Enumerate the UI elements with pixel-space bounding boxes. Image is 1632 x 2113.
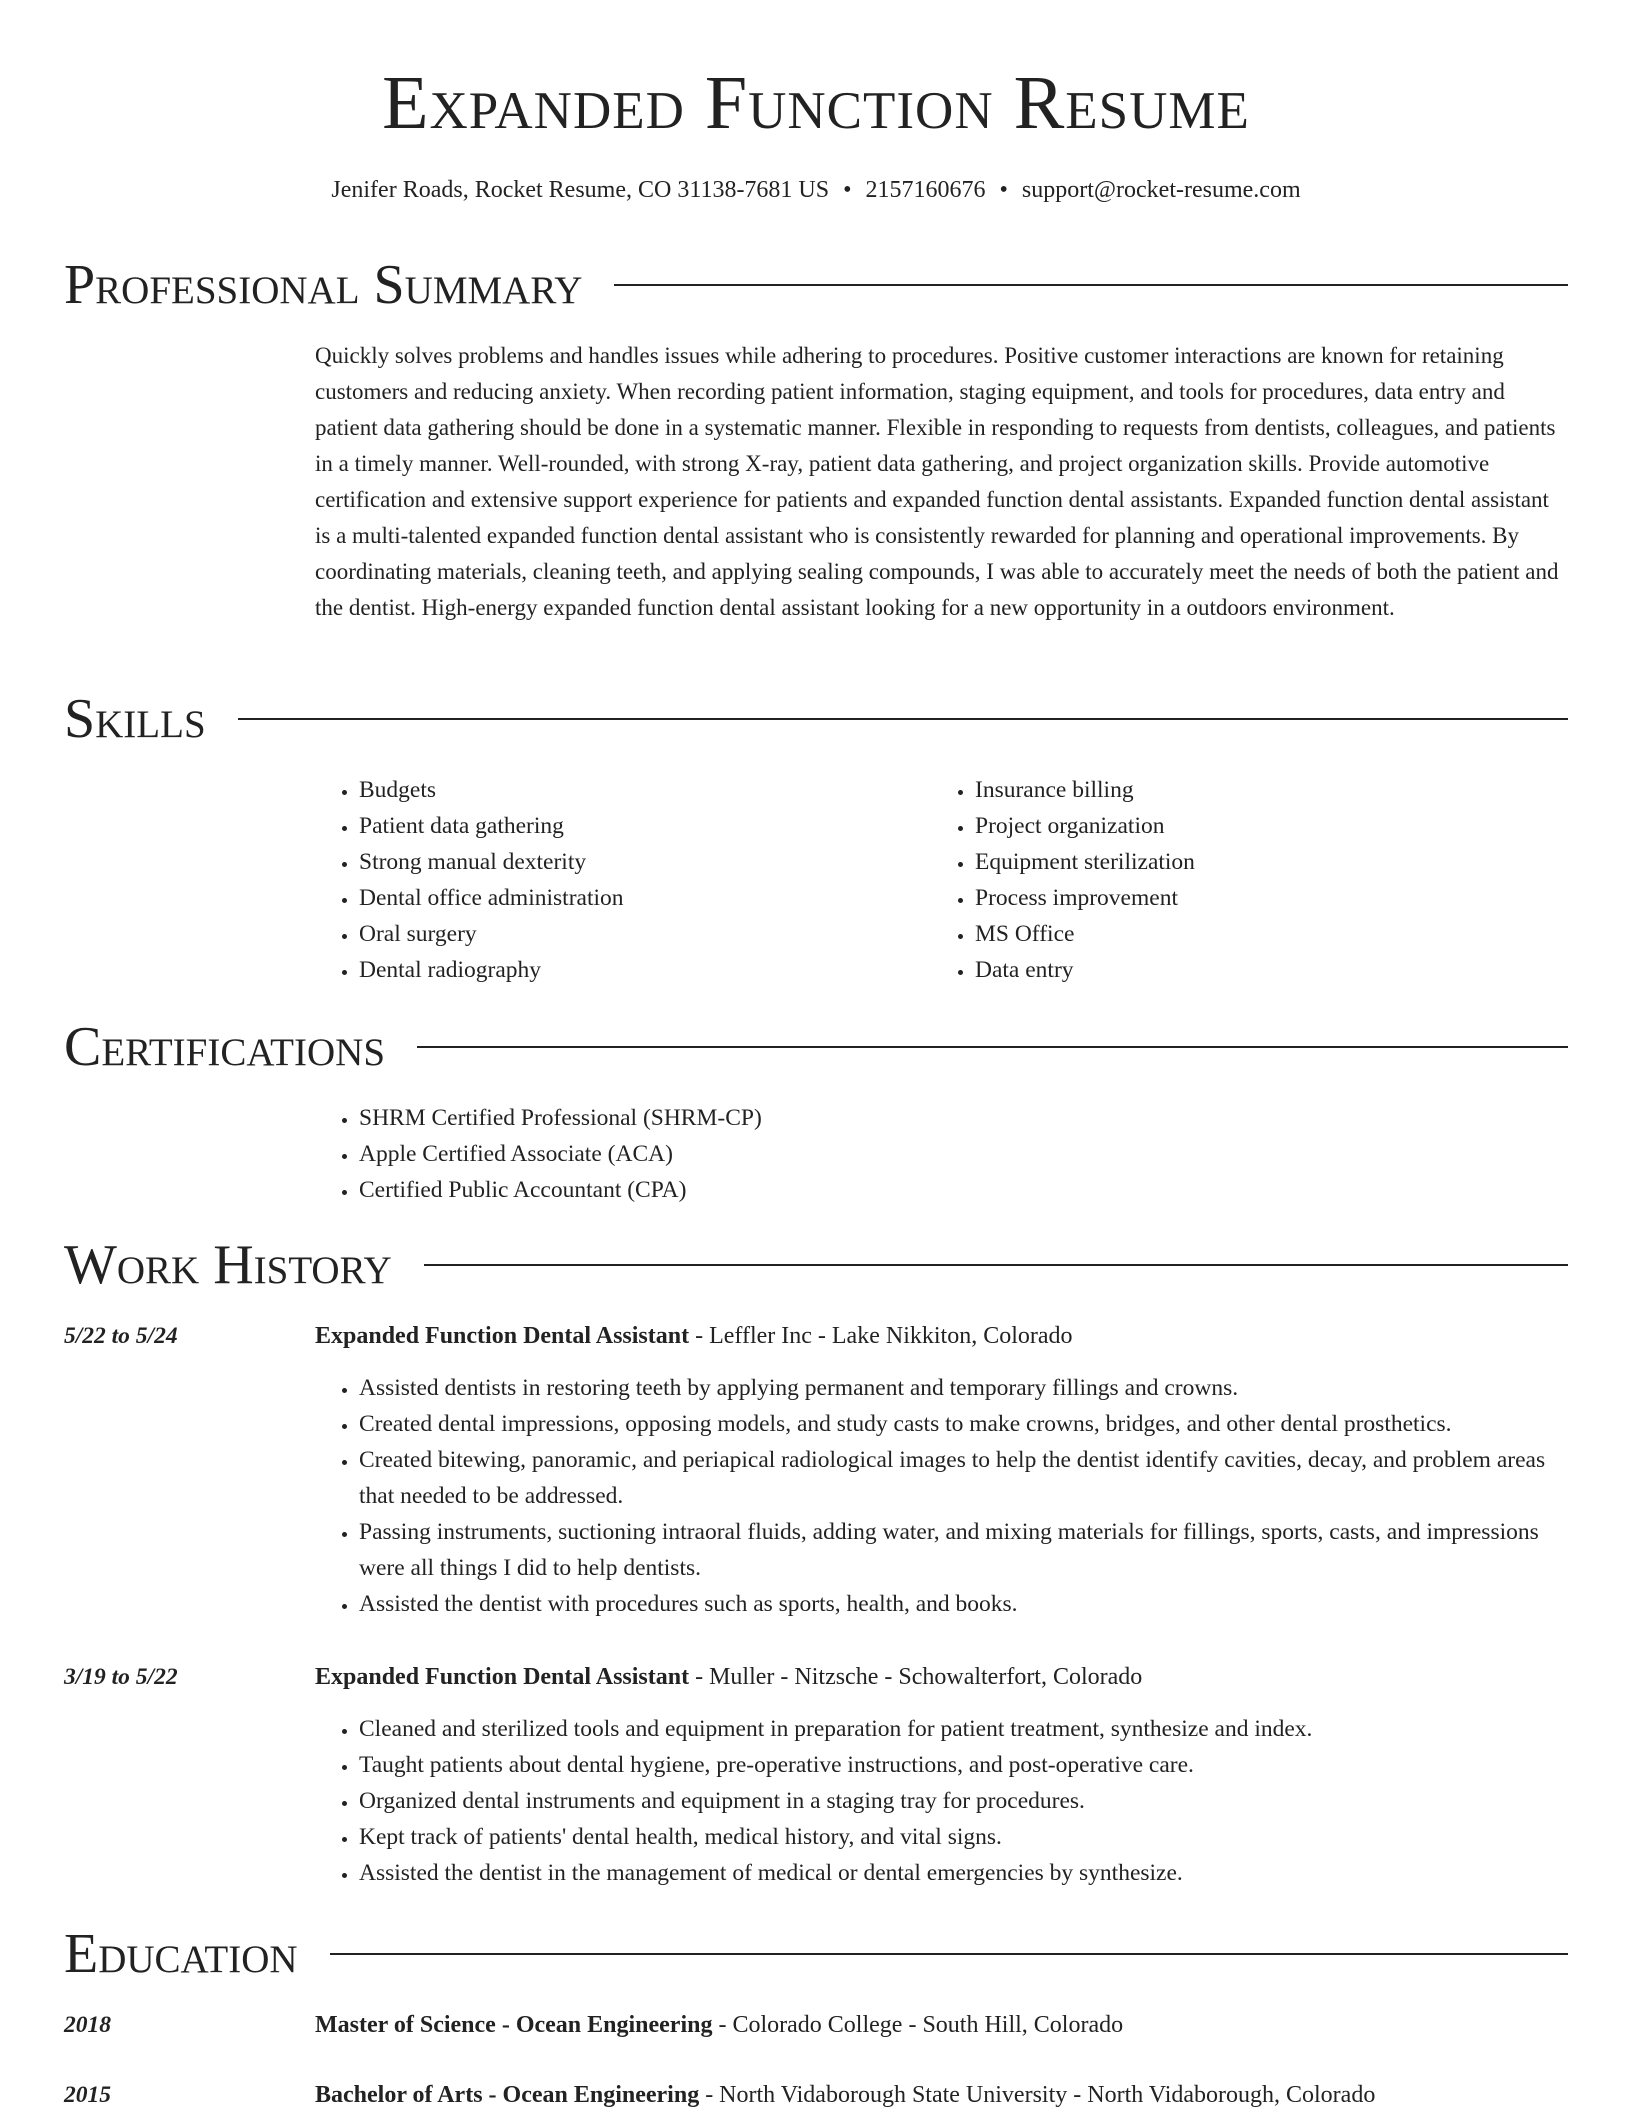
contact-separator: •: [843, 177, 852, 203]
education-year: 2015: [64, 2082, 111, 2108]
job-entry: [64, 1659, 1568, 1899]
skill-item: • Patient data gathering: [359, 808, 624, 844]
education-heading: [315, 2007, 1123, 2043]
education-heading: [315, 2077, 1375, 2113]
skill-item: • Equipment sterilization: [975, 844, 1195, 880]
job-employer: - Leffler Inc - Lake Nikkiton, Colorado: [689, 1323, 1073, 1349]
skill-item: • Oral surgery: [359, 916, 624, 952]
education-degree: Bachelor of Arts - Ocean Engineering: [315, 2082, 700, 2108]
duty-item: • Cleaned and sterilized tools and equipment in preparation for patient treatment, synthesize and index.: [359, 1711, 1568, 1747]
duty-item: • Assisted the dentist with procedures such as sports, health, and books.: [359, 1586, 1568, 1622]
skill-item: • Budgets: [359, 772, 624, 808]
skills-column-right: [931, 772, 1195, 988]
resume-name: Expanded Function Resume: [382, 61, 1250, 145]
duty-item: • Created bitewing, panoramic, and periapical radiological images to help the dentist identify cavities, decay, and problem areas that needed to be addressed.: [359, 1442, 1568, 1514]
job-duties: [315, 1370, 1568, 1622]
contact-email: support@rocket-resume.com: [1021, 177, 1301, 203]
skill-item: • MS Office: [975, 916, 1195, 952]
skill-item: • Process improvement: [975, 880, 1195, 916]
education-entry: [64, 2007, 1568, 2043]
education-entry: [64, 2077, 1568, 2113]
certifications-list: [315, 1100, 762, 1208]
contact-phone: 2157160676: [865, 177, 986, 203]
summary-section-header: [64, 254, 1568, 316]
summary-title: Professional Summary: [64, 254, 614, 316]
job-dates: 5/22 to 5/24: [64, 1323, 178, 1349]
education-title: Education: [64, 1923, 330, 1985]
contact-separator: •: [999, 177, 1008, 203]
certification-item: • Certified Public Accountant (CPA): [359, 1172, 762, 1208]
skills-section-header: [64, 688, 1568, 750]
education-section-header: [64, 1923, 1568, 1985]
duty-item: • Kept track of patients' dental health, medical history, and vital signs.: [359, 1819, 1568, 1855]
certifications-title: Certifications: [64, 1016, 417, 1078]
education-degree: Master of Science - Ocean Engineering: [315, 2012, 713, 2038]
job-role: Expanded Function Dental Assistant: [315, 1664, 690, 1690]
education-year: 2018: [64, 2012, 111, 2038]
job-employer: - Muller - Nitzsche - Schowalterfort, Colorado: [689, 1664, 1143, 1690]
job-role: Expanded Function Dental Assistant: [315, 1323, 690, 1349]
duty-item: • Created dental impressions, opposing models, and study casts to make crowns, bridges, and other dental prosthetics.: [359, 1406, 1568, 1442]
duty-item: • Passing instruments, suctioning intraoral fluids, adding water, and mixing materials for fillings, sports, casts, and impressions were all things I did to help dentists.: [359, 1514, 1568, 1586]
job-duties: [315, 1711, 1568, 1891]
certification-item: • SHRM Certified Professional (SHRM-CP): [359, 1100, 762, 1136]
skills-column-left: [315, 772, 624, 988]
duty-item: • Assisted dentists in restoring teeth by applying permanent and temporary fillings and crowns.: [359, 1370, 1568, 1406]
duty-item: • Taught patients about dental hygiene, pre-operative instructions, and post-operative care.: [359, 1747, 1568, 1783]
education-school: - North Vidaborough State University - North Vidaborough, Colorado: [699, 2082, 1376, 2108]
job-heading: [315, 1659, 1142, 1695]
certification-item: • Apple Certified Associate (ACA): [359, 1136, 762, 1172]
skill-item: • Insurance billing: [975, 772, 1195, 808]
section-divider: [64, 718, 1568, 720]
certifications-section-header: [64, 1016, 1568, 1078]
education-school: - Colorado College - South Hill, Colorado: [712, 2012, 1124, 2038]
duty-item: • Organized dental instruments and equipment in a staging tray for procedures.: [359, 1783, 1568, 1819]
work-history-title: Work History: [64, 1234, 424, 1296]
contact-address: Jenifer Roads, Rocket Resume, CO 31138-7681 US: [331, 177, 830, 203]
skills-title: Skills: [64, 688, 238, 750]
contact-line: [0, 174, 1632, 206]
summary-text: Quickly solves problems and handles issues while adhering to procedures. Positive customer interactions are known for retaining customers and reducing anxiety. When recording patient information, staging equipment, and tools for procedures, data entry and patient data gathering should be done in a systematic manner. Flexible in responding to requests from dentists, colleagues, and patients in a timely manner. Well-rounded, with strong X-ray, patient data gathering, and project organization skills. Provide automotive certification and extensive support experience for patients and expanded function dental assistants. Expanded function dental assistant is a multi-talented expanded function dental assistant who is consistently rewarded for planning and operational improvements. By coordinating materials, cleaning teeth, and applying sealing compounds, I was able to accurately meet the needs of both the patient and the dentist. High-energy expanded function dental assistant looking for a new opportunity in a outdoors environment.: [315, 343, 1559, 620]
job-dates: 3/19 to 5/22: [64, 1664, 178, 1690]
skill-item: • Dental office administration: [359, 880, 624, 916]
job-heading: [315, 1318, 1073, 1354]
skill-item: • Project organization: [975, 808, 1195, 844]
skill-item: • Data entry: [975, 952, 1195, 988]
skill-item: • Strong manual dexterity: [359, 844, 624, 880]
job-entry: [64, 1318, 1568, 1638]
skill-item: • Dental radiography: [359, 952, 624, 988]
work-history-section-header: [64, 1234, 1568, 1296]
duty-item: • Assisted the dentist in the management of medical or dental emergencies by synthesize.: [359, 1855, 1568, 1891]
